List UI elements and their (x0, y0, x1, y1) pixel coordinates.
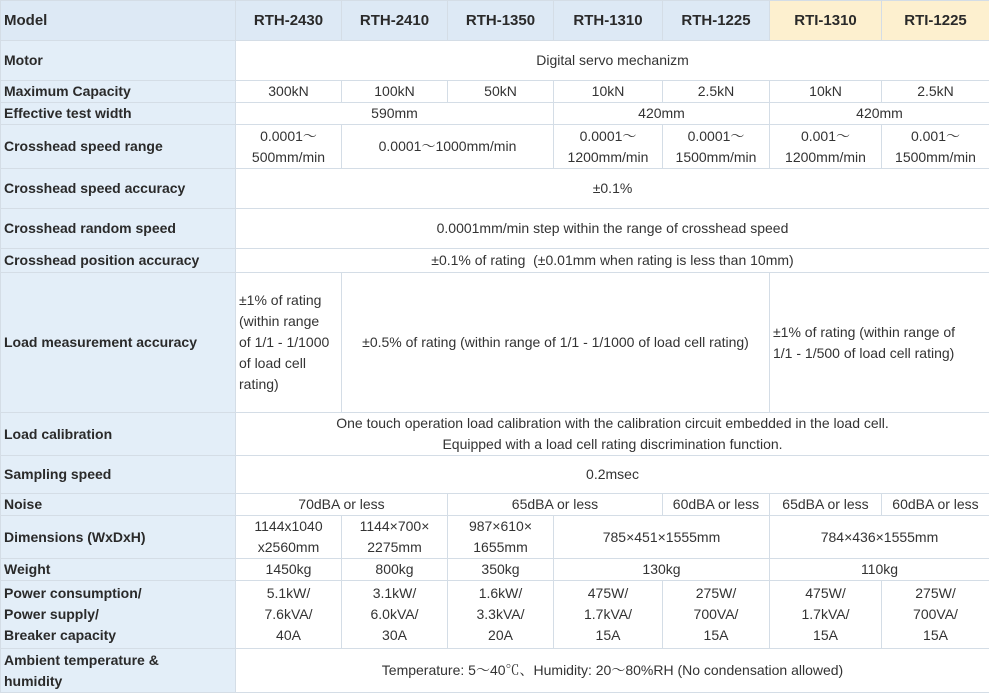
cell: ±1% of rating (within range of 1/1 - 1/1000 of load cell rating) (236, 273, 342, 413)
model-header: RTI-1225 (882, 1, 989, 41)
cell: 350kg (448, 559, 554, 581)
cell: 987×610× 1655mm (448, 516, 554, 559)
cell: 0.001～ 1500mm/min (882, 125, 989, 169)
row-label: Crosshead position accuracy (1, 249, 236, 273)
cell: ±1% of rating (within range of 1/1 - 1/500 of load cell rating) (770, 273, 989, 413)
cell: 50kN (448, 81, 554, 103)
row-label: Load calibration (1, 413, 236, 456)
row-label: Ambient temperature & humidity (1, 649, 236, 693)
row-speed-range (1, 125, 989, 169)
cell: 130kg (554, 559, 770, 581)
row-label: Motor (1, 41, 236, 81)
cell: 70dBA or less (236, 494, 448, 516)
cell: 275W/ 700VA/ 15A (882, 581, 989, 649)
cell: 475W/ 1.7kVA/ 15A (554, 581, 663, 649)
cell: 2.5kN (882, 81, 989, 103)
cell: 0.0001～ 1500mm/min (663, 125, 770, 169)
row-label: Crosshead speed range (1, 125, 236, 169)
cell: 2.5kN (663, 81, 770, 103)
model-header: RTH-1310 (554, 1, 663, 41)
row-speed-accuracy (1, 169, 989, 209)
cell: One touch operation load calibration with the calibration circuit embedded in the load cell. Equipped with a load cell rating discrimination function. (236, 413, 989, 456)
row-label: Maximum Capacity (1, 81, 236, 103)
row-sampling (1, 456, 989, 494)
row-test-width (1, 103, 989, 125)
row-load-calibration (1, 413, 989, 456)
cell: 10kN (554, 81, 663, 103)
model-header: RTI-1310 (770, 1, 882, 41)
cell: 590mm (236, 103, 554, 125)
cell: Digital servo mechanizm (236, 41, 989, 81)
cell: 800kg (342, 559, 448, 581)
model-header: RTH-1225 (663, 1, 770, 41)
row-random-speed (1, 209, 989, 249)
row-weight (1, 559, 989, 581)
cell: 420mm (554, 103, 770, 125)
row-load-accuracy (1, 273, 989, 413)
cell: 420mm (770, 103, 989, 125)
row-label: Sampling speed (1, 456, 236, 494)
cell: 1.6kW/ 3.3kVA/ 20A (448, 581, 554, 649)
row-position-accuracy (1, 249, 989, 273)
cell: 0.0001～ 500mm/min (236, 125, 342, 169)
row-label: Crosshead speed accuracy (1, 169, 236, 209)
row-ambient (1, 649, 989, 693)
cell: 1450kg (236, 559, 342, 581)
cell: 60dBA or less (882, 494, 989, 516)
cell: 3.1kW/ 6.0kVA/ 30A (342, 581, 448, 649)
row-label: Dimensions (WxDxH) (1, 516, 236, 559)
row-label: Noise (1, 494, 236, 516)
header-row (1, 1, 989, 41)
row-label: Load measurement accuracy (1, 273, 236, 413)
cell: 65dBA or less (448, 494, 663, 516)
model-header: RTH-1350 (448, 1, 554, 41)
row-label: Weight (1, 559, 236, 581)
model-header: RTH-2430 (236, 1, 342, 41)
cell: 60dBA or less (663, 494, 770, 516)
cell: 0.0001mm/min step within the range of crosshead speed (236, 209, 989, 249)
row-noise (1, 494, 989, 516)
cell: ±0.5% of rating (within range of 1/1 - 1/1000 of load cell rating) (342, 273, 770, 413)
cell: 0.0001～1000mm/min (342, 125, 554, 169)
cell: 300kN (236, 81, 342, 103)
cell: 100kN (342, 81, 448, 103)
cell: 0.001～ 1200mm/min (770, 125, 882, 169)
row-motor (1, 41, 989, 81)
cell: 0.2msec (236, 456, 989, 494)
cell: 275W/ 700VA/ 15A (663, 581, 770, 649)
row-dimensions (1, 516, 989, 559)
cell: 110kg (770, 559, 989, 581)
model-header-label: Model (1, 1, 236, 41)
row-label: Power consumption/ Power supply/ Breaker capacity (1, 581, 236, 649)
cell: Temperature: 5～40℃、Humidity: 20～80%RH (No condensation allowed) (236, 649, 989, 693)
row-label: Crosshead random speed (1, 209, 236, 249)
cell: 10kN (770, 81, 882, 103)
cell: ±0.1% of rating (±0.01mm when rating is less than 10mm) (236, 249, 989, 273)
cell: 0.0001～ 1200mm/min (554, 125, 663, 169)
cell: 1144x1040 x2560mm (236, 516, 342, 559)
cell: 475W/ 1.7kVA/ 15A (770, 581, 882, 649)
row-power (1, 581, 989, 649)
row-capacity (1, 81, 989, 103)
cell: 1144×700× 2275mm (342, 516, 448, 559)
cell: 5.1kW/ 7.6kVA/ 40A (236, 581, 342, 649)
model-header: RTH-2410 (342, 1, 448, 41)
cell: 65dBA or less (770, 494, 882, 516)
row-label: Effective test width (1, 103, 236, 125)
cell: ±0.1% (236, 169, 989, 209)
cell: 784×436×1555mm (770, 516, 989, 559)
cell: 785×451×1555mm (554, 516, 770, 559)
